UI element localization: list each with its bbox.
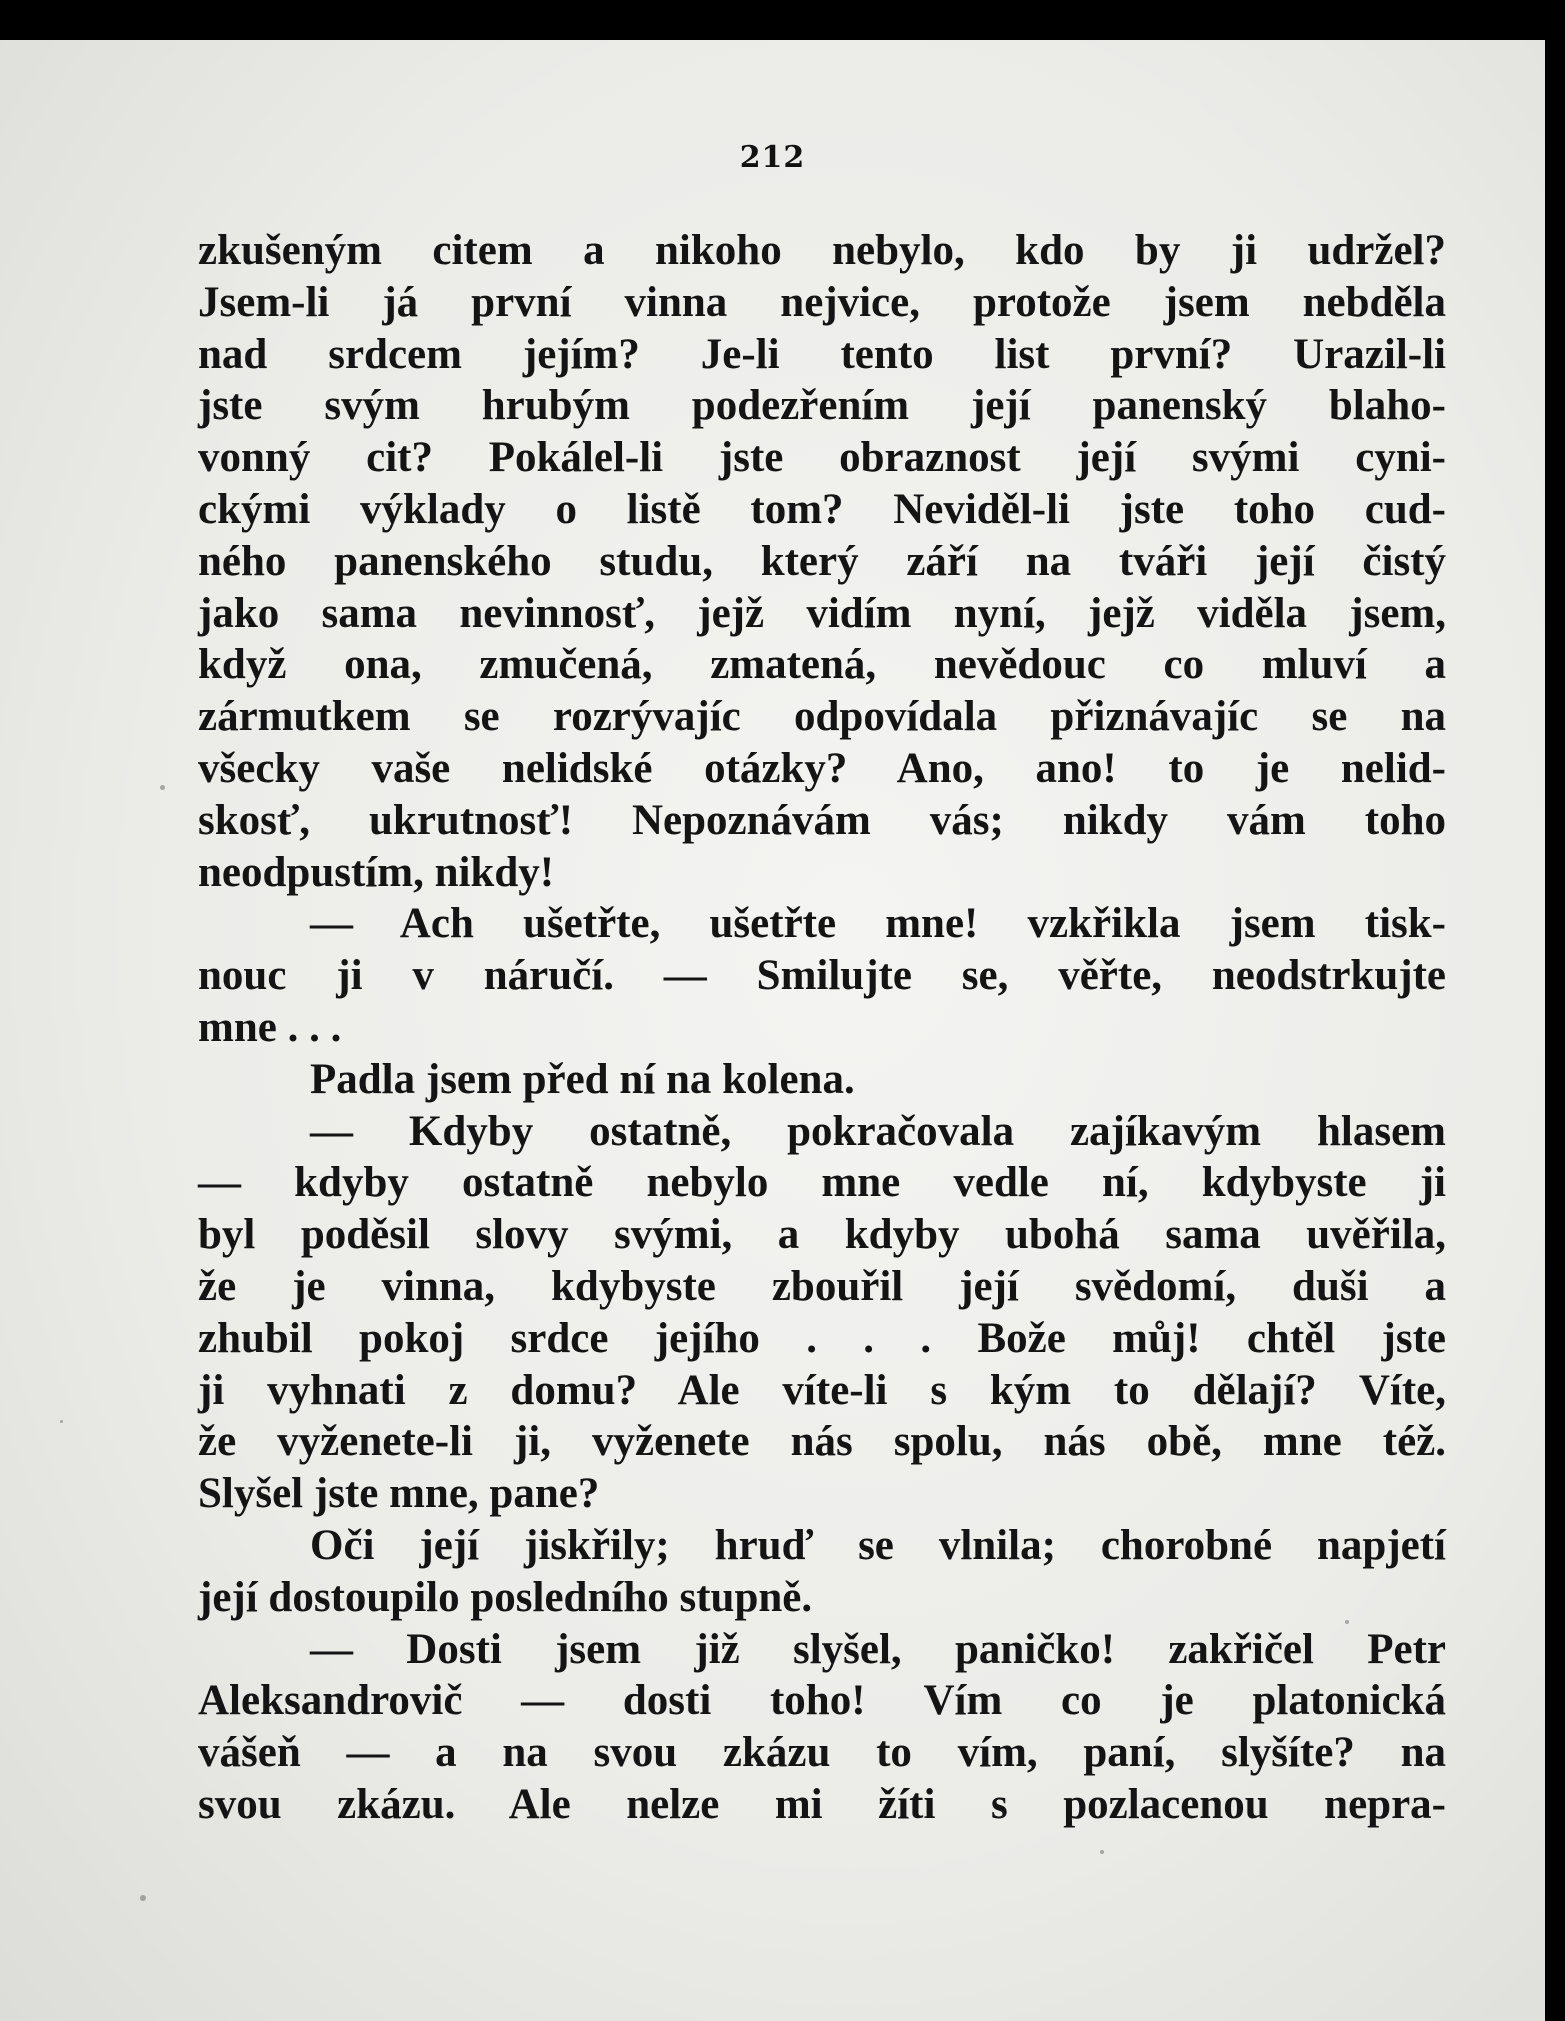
- page-number: 212: [739, 140, 806, 175]
- text-line: zkušeným citem a nikoho nebylo, kdo by ji udržel?: [198, 227, 1446, 274]
- text-line: Oči její jiskřily; hruď se vlnila; chorobné napjetí: [310, 1521, 1446, 1569]
- text-line: mne . . .: [198, 1003, 342, 1051]
- text-line: že je vinna, kdybyste zbouřil její svědomí, duši a: [198, 1262, 1446, 1310]
- text-line: byl poděsil slovy svými, a kdyby ubohá sama uvěřila,: [198, 1211, 1446, 1259]
- scan-right-border: [1545, 0, 1565, 2021]
- text-line: vášeň — a na svou zkázu to vím, paní, slyšíte? na: [198, 1729, 1446, 1777]
- text-line: její dostoupilo posledního stupně.: [198, 1573, 813, 1621]
- text-line: když ona, zmučená, zmatená, nevědouc co mluví a: [198, 641, 1446, 689]
- paper-speck: [160, 785, 165, 790]
- paper-speck: [60, 1420, 63, 1423]
- text-line: Slyšel jste mne, pane?: [198, 1470, 600, 1518]
- text-line: nad srdcem jejím? Je-li tento list první? Urazil-li: [198, 330, 1446, 378]
- paper-speck: [1100, 1850, 1104, 1854]
- text-line: jste svým hrubým podezřením její panenský blaho-: [198, 382, 1446, 430]
- text-line: všecky vaše nelidské otázky? Ano, ano! to je nelid-: [198, 744, 1446, 792]
- paper-speck: [140, 1895, 146, 1901]
- text-line: zhubil pokoj srdce jejího . . . Bože můj! chtěl jste: [198, 1314, 1446, 1362]
- text-line: Padla jsem před ní na kolena.: [310, 1055, 855, 1103]
- paper-speck: [1345, 1620, 1349, 1624]
- text-line: nouc ji v náručí. — Smilujte se, věřte, neodstrkujte: [198, 952, 1446, 1000]
- book-page: [0, 40, 1545, 2021]
- body-text: [198, 225, 1446, 1831]
- text-line: Aleksandrovič — dosti toho! Vím co je platonická: [198, 1677, 1446, 1725]
- text-line: ckými výklady o listě tom? Neviděl-li jste toho cud-: [198, 485, 1446, 533]
- text-line: neodpustím, nikdy!: [198, 848, 555, 896]
- text-line: vonný cit? Pokálel-li jste obraznost její svými cyni-: [198, 434, 1446, 482]
- text-line: — Ach ušetřte, ušetřte mne! vzkřikla jsem tisk-: [310, 900, 1446, 948]
- text-line: zármutkem se rozrývajíc odpovídala přiznávajíc se na: [198, 693, 1446, 741]
- text-line: ného panenského studu, který září na tváři její čistý: [198, 537, 1446, 585]
- text-line: svou zkázu. Ale nelze mi žíti s pozlacenou nepra-: [198, 1780, 1446, 1828]
- text-line: ji vyhnati z domu? Ale víte-li s kým to dělají? Víte,: [198, 1366, 1446, 1414]
- text-line: že vyženete-li ji, vyženete nás spolu, nás obě, mne též.: [198, 1418, 1446, 1466]
- scan-top-border: [0, 0, 1565, 40]
- text-line: jako sama nevinnosť, jejž vidím nyní, jejž viděla jsem,: [198, 589, 1446, 637]
- text-line: — kdyby ostatně nebylo mne vedle ní, kdybyste ji: [198, 1159, 1446, 1207]
- text-line: — Dosti jsem již slyšel, paničko! zakřičel Petr: [310, 1625, 1446, 1673]
- text-line: — Kdyby ostatně, pokračovala zajíkavým hlasem: [310, 1107, 1446, 1155]
- text-line: Jsem-li já první vinna nejvice, protože jsem nebděla: [198, 278, 1446, 326]
- text-line: skosť, ukrutnosť! Nepoznávám vás; nikdy vám toho: [198, 796, 1446, 844]
